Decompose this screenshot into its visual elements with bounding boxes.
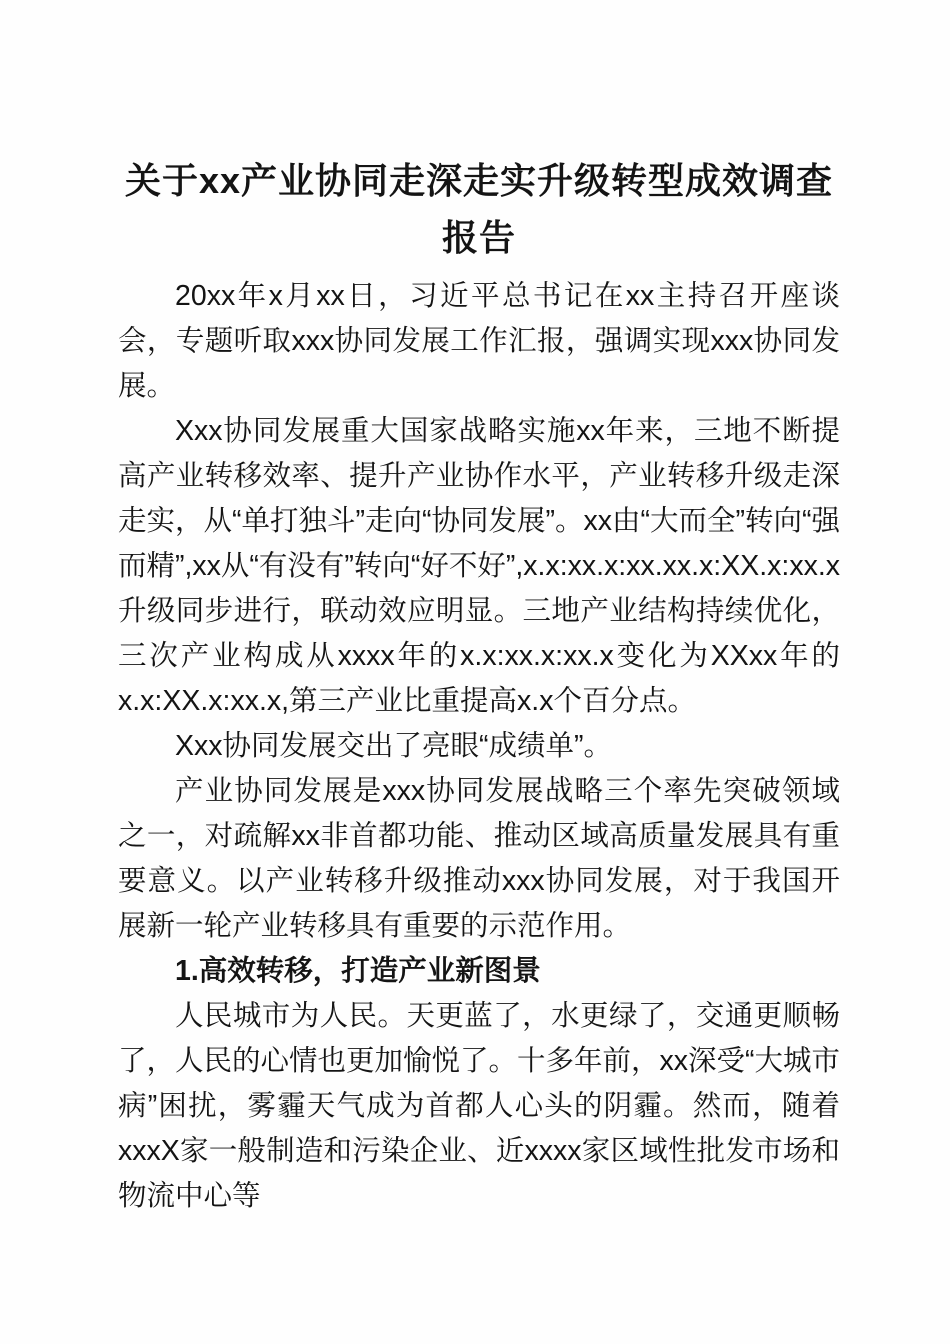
paragraph-people-city: 人民城市为人民。天更蓝了，水更绿了，交通更顺畅了，人民的心情也更加愉悦了。十多年前，xx深受“大城市病”困扰，雾霾天气成为首都人心头的阴霾。然而，随着xxxX家一般制造和污染企业、近xxxx家区域性批发市场和物流中心等 (118, 1000, 840, 1212)
section-heading-1: 1.高效转移，打造产业新图景 (175, 955, 541, 987)
paragraph-significance: 产业协同发展是xxx协同发展战略三个率先突破领域之一，对疏解xx非首都功能、推动区域高质量发展具有重要意义。以产业转移升级推动xxx协同发展，对于我国开展新一轮产业转移具有重要的示范作用。 (118, 775, 840, 942)
paragraph-report-card: Xxx协同发展交出了亮眼“成绩单”。 (175, 730, 612, 762)
document-title: 关于xx产业协同走深走实升级转型成效调查报告 (124, 160, 834, 258)
paragraph-strategy-overview: Xxx协同发展重大国家战略实施xx年来，三地不断提高产业转移效率、提升产业协作水平，产业转移升级走深走实，从“单打独斗”走向“协同发展”。xx由“大而全”转向“强而精”,xx从“有没有”转向“好不好”,x.x:xx.x:xx.xx.x:XX.x:xx.x升级同步进行，联动效应明显。三地产业结构持续优化，三次产业构成从xxxx年的x.x:xx.x:xx.x变化为XXxx年的x.x:XX.x:xx.x,第三产业比重提高x.x个百分点。 (118, 415, 840, 717)
paragraph-intro: 20xx年x月xx日，习近平总书记在xx主持召开座谈会，专题听取xxx协同发展工作汇报，强调实现xxx协同发展。 (118, 280, 840, 402)
